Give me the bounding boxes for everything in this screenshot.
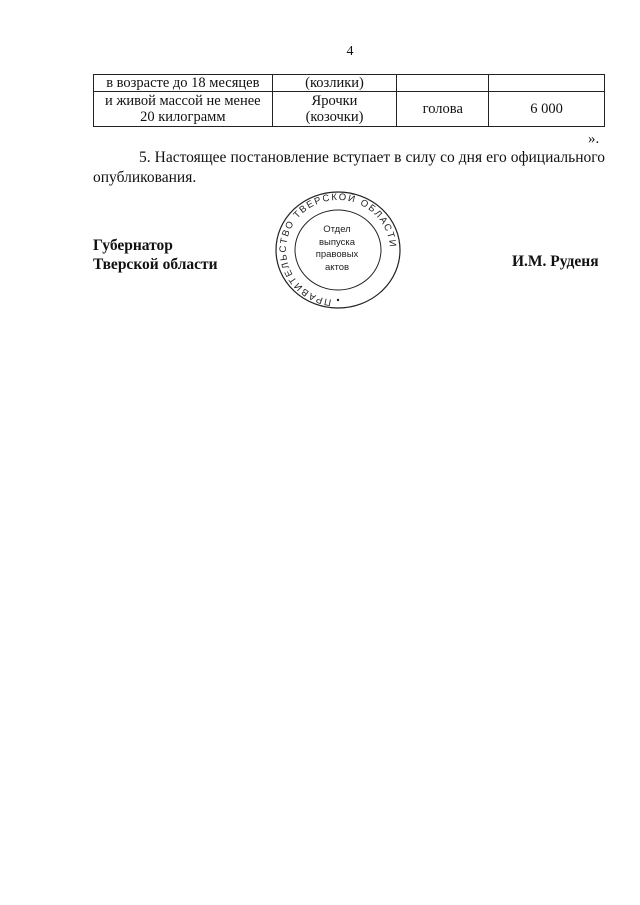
signature-title [93, 236, 218, 274]
signature-name: И.М. Руденя [512, 253, 599, 270]
table-cell: в возрасте до 18 месяцев [94, 75, 273, 92]
stamp-line: выпуска [318, 236, 356, 248]
table-row [94, 92, 605, 127]
stamp-center-text [300, 224, 374, 274]
cell-line: (козочки) [305, 109, 364, 125]
cell-line: 20 килограмм [140, 109, 226, 125]
continuation-table [93, 74, 605, 127]
table-cell [489, 75, 605, 92]
stamp-line: актов [324, 261, 350, 273]
signature-title-line: Тверской области [93, 256, 218, 273]
table-cell [272, 92, 397, 127]
stamp-ring-text: ПРАВИТЕЛЬСТВО ТВЕРСКОЙ ОБЛАСТИ [277, 191, 399, 308]
cell-line: и живой массой не менее [104, 93, 261, 109]
unit-cell: голова [397, 92, 489, 127]
amount-cell: 6 000 [489, 92, 605, 127]
cell-line: Ярочки [311, 93, 358, 109]
stamp-dot [337, 299, 339, 301]
table-cell [94, 92, 273, 127]
table-cell: (козлики) [272, 75, 397, 92]
closing-quote: ». [588, 131, 600, 147]
table-row [94, 75, 605, 92]
page-number: 4 [346, 44, 354, 59]
paragraph-5: 5. Настоящее постановление вступает в силу со дня его официального опубликования. [93, 149, 605, 186]
table-cell [397, 75, 489, 92]
stamp-line: правовых [315, 249, 359, 260]
signature-title-line: Губернатор [93, 237, 173, 254]
stamp-line: Отдел [323, 224, 351, 235]
